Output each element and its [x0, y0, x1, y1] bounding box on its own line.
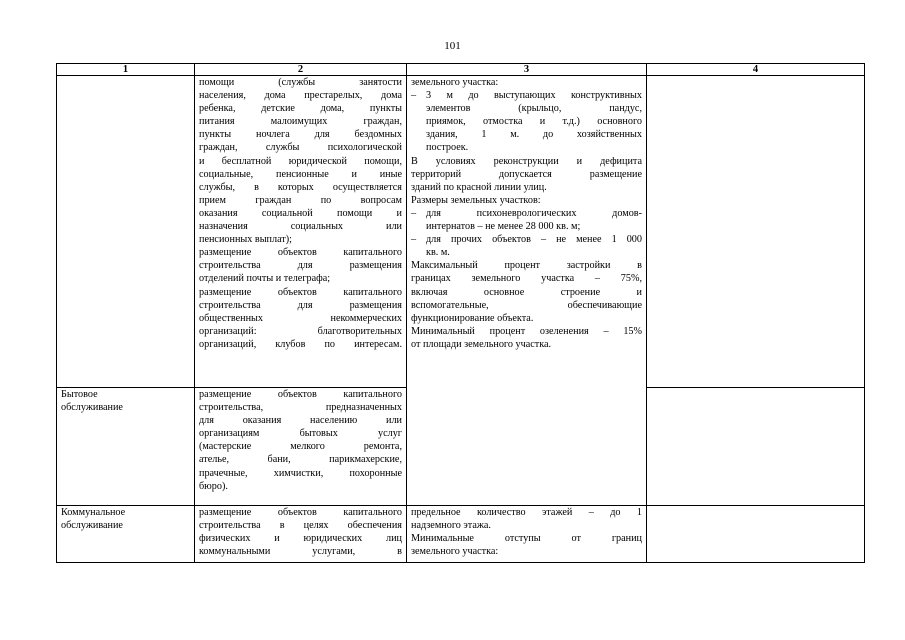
- text-line: размещение объектов капитального: [199, 507, 402, 518]
- text-line: Минимальные отступы от границ: [411, 533, 642, 545]
- row2-category-line2: обслуживание: [61, 402, 123, 414]
- zoning-table: [56, 63, 865, 563]
- text-line: граждан, службы психологической: [199, 142, 402, 154]
- text-line: Максимальный процент застройки в: [411, 260, 642, 272]
- row2-col2-cell: [195, 388, 407, 506]
- text-line: земельного участка:: [411, 77, 499, 88]
- text-line: отделений почты и телеграфа;: [199, 273, 331, 285]
- text-line: физических и юридических лиц: [199, 533, 402, 545]
- text-line: зданий по красной линии улиц.: [411, 181, 547, 193]
- dash-list-item: [411, 207, 642, 233]
- row3-col1-cell: [57, 506, 195, 563]
- text-line: от площади земельного участка.: [411, 338, 552, 350]
- text-line: организаций: благотворительных: [199, 325, 402, 337]
- text-line: интернатов – не менее 28 000 кв. м;: [426, 221, 581, 233]
- row1-col4-cell: [647, 76, 865, 388]
- text-line: территорий допускается размещение: [411, 168, 642, 180]
- text-line: строительства в целях обеспечения: [199, 520, 402, 532]
- text-line: и бесплатной юридической помощи,: [199, 155, 402, 167]
- text-line: предельное количество этажей – до 1: [411, 507, 642, 518]
- text-line: включая основное строение и: [411, 286, 642, 298]
- dash-marker: –: [411, 207, 417, 219]
- header-row: [57, 64, 865, 76]
- text-line: для прочих объектов – не менее 1 000: [426, 234, 642, 246]
- text-line: Размеры земельных участков:: [411, 194, 541, 206]
- row1-col1-cell: [57, 76, 195, 388]
- text-line: коммунальными услугами, в: [199, 546, 402, 558]
- row2-col4-cell: [647, 388, 865, 506]
- text-line: общественных некоммерческих: [199, 312, 402, 324]
- dash-marker: –: [411, 234, 417, 246]
- text-line: пункты ночлега для бездомных: [199, 129, 402, 141]
- text-line: службы, в которых осуществляется: [199, 181, 402, 193]
- text-line: В условиях реконструкции и дефицита: [411, 155, 642, 167]
- text-line: земельного участка:: [411, 546, 499, 558]
- text-line: надземного этажа.: [411, 520, 491, 532]
- row1-col2-cell: [195, 76, 407, 388]
- text-line: размещение объектов капитального: [199, 286, 402, 298]
- row3-category-line2: обслуживание: [61, 520, 123, 532]
- text-line: оказания социальной помощи и: [199, 207, 402, 219]
- text-line: элементов (крыльцо, пандус,: [426, 103, 642, 115]
- text-line: (мастерские мелкого ремонта,: [199, 441, 402, 453]
- page-number: 101: [444, 40, 461, 52]
- text-line: границах земельного участка – 75%,: [411, 273, 642, 285]
- text-line: кв. м.: [426, 247, 450, 259]
- text-line: помощи (службы занятости: [199, 77, 402, 88]
- text-line: пенсионных выплат);: [199, 234, 293, 246]
- text-line: вспомогательные, обеспечивающие: [411, 299, 642, 311]
- row3-col3-cell: [407, 506, 647, 563]
- header-col-3: 3: [407, 64, 647, 76]
- text-line: питания малоимущих граждан,: [199, 116, 402, 128]
- text-line: населения, дома престарелых, дома: [199, 90, 402, 102]
- text-line: для психоневрологических домов-: [426, 207, 642, 219]
- text-line: социальные, пенсионные и иные: [199, 168, 402, 180]
- text-line: ателье, бани, парикмахерские,: [199, 454, 402, 466]
- text-line: размещение объектов капитального: [199, 247, 402, 259]
- header-col-4: 4: [647, 64, 865, 76]
- text-line: строительства для размещения: [199, 299, 402, 311]
- text-line: размещение объектов капитального: [199, 389, 402, 400]
- dash-list-item: [411, 233, 642, 259]
- text-line: прачечные, химчистки, похоронные: [199, 467, 402, 479]
- text-line: для оказания населению или: [199, 415, 402, 427]
- text-line: бюро).: [199, 480, 228, 492]
- dash-marker: –: [411, 90, 417, 102]
- text-line: организаций, клубов по интересам.: [199, 338, 402, 350]
- table-row-communal: [57, 506, 865, 563]
- text-line: прием граждан по вопросам: [199, 194, 402, 206]
- text-line: приямок, отмостка и т.д.) основного: [426, 116, 642, 128]
- row2-category-line1: Бытовое: [61, 389, 98, 400]
- text-line: 3 м до выступающих конструктивных: [426, 90, 642, 102]
- row2-col1-cell: [57, 388, 195, 506]
- text-line: назначения социальных или: [199, 221, 402, 233]
- text-line: строительства для размещения: [199, 260, 402, 272]
- text-line: построек.: [426, 142, 469, 154]
- row3-col2-cell: [195, 506, 407, 563]
- text-line: функционирование объекта.: [411, 312, 534, 324]
- text-line: Минимальный процент озеленения – 15%: [411, 325, 642, 337]
- row1-col3-cell: [407, 76, 647, 506]
- text-line: строительства, предназначенных: [199, 402, 402, 414]
- header-col-2: 2: [195, 64, 407, 76]
- text-line: ребенка, детские дома, пункты: [199, 103, 402, 115]
- text-line: здания, 1 м. до хозяйственных: [426, 129, 642, 141]
- header-col-1: 1: [57, 64, 195, 76]
- table-row-social: [57, 76, 865, 388]
- dash-list-item: [411, 89, 642, 154]
- text-line: организациям бытовых услуг: [199, 428, 402, 440]
- row3-col4-cell: [647, 506, 865, 563]
- row3-category-line1: Коммунальное: [61, 507, 126, 518]
